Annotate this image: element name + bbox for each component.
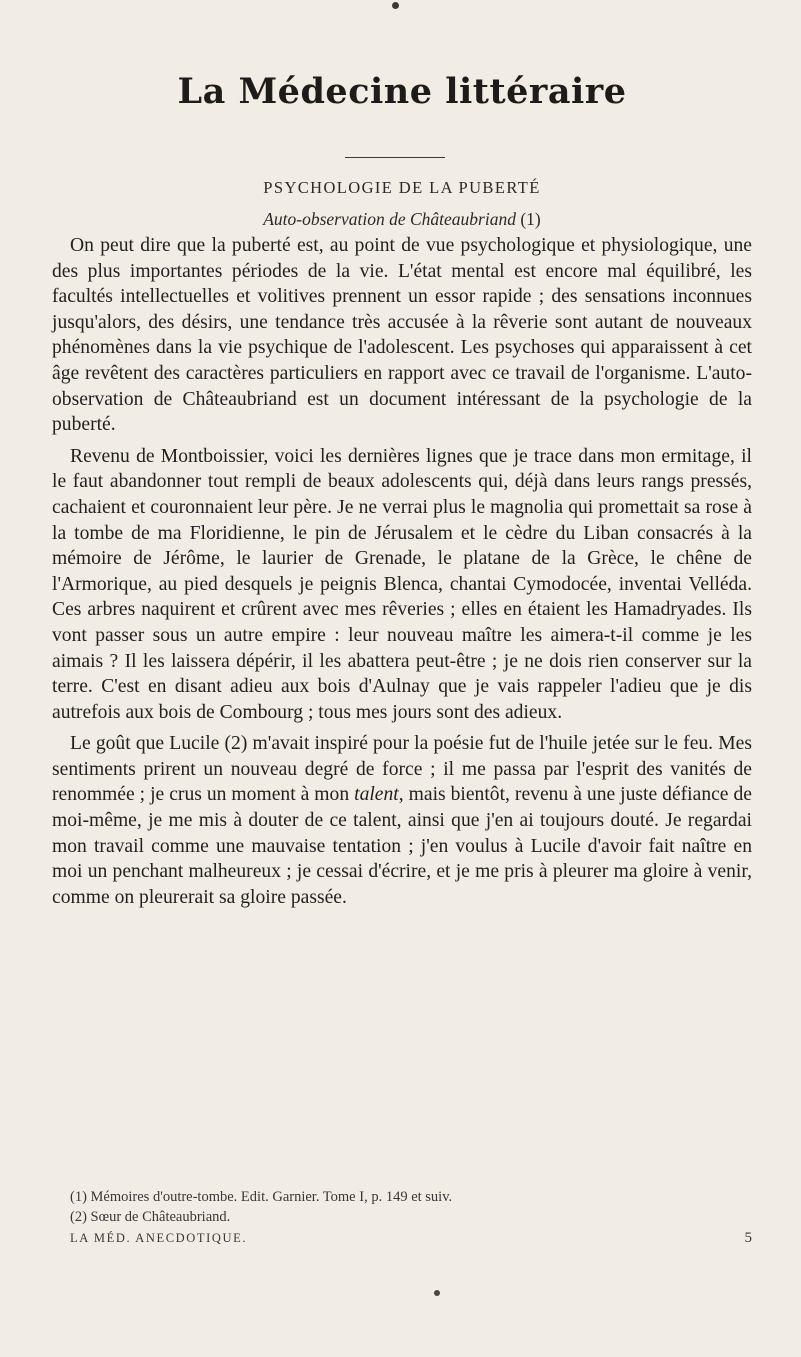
paragraph-3-middle: m'avait inspiré pour la poésie fut de l'huile jetée sur le feu. Mes sentiments prirent un nouveau degré de force ; il me passa par l'esprit des vanités de renommée ; je crus un moment à mon	[52, 733, 752, 806]
paragraph-1: On peut dire que la puberté est, au point de vue psychologique et physiologique, une des plus importantes périodes de la vie. L'état mental est encore mal équilibré, les facultés intellectuelles et volitives prennent un essor rapide ; des sensations inconnues jusqu'alors, des désirs, une tendance très accusée à la rêverie sont autant de nouveaux phénomènes dans la vie psychique de l'adolescent. Les psychoses qui apparaissent à cet âge revêtent des caractères particuliers en rapport avec ce travail de l'organisme. L'auto-observation de Châteaubriand est un document intéressant de la psychologie de la puberté.	[52, 235, 752, 436]
subtitle-text: Auto-observation de Châteaubriand	[263, 209, 516, 229]
paragraph-3-footnote-ref: (2)	[224, 733, 248, 755]
paragraph-3-end: , mais bientôt, revenu à une juste défiance de moi-même, je me mis à douter de ce talent, ainsi que j'en ai toujours douté. Je regardai mon travail comme une mauvaise tentation ; j'en voulus à Lucile d'avoir fait naître en moi un penchant malheureux ; je cessai d'écrire, et je me pris à pleurer ma gloire à venir, comme on pleurerait sa gloire passée.	[52, 784, 752, 908]
footnote-2: (2) Sœur de Châteaubriand.	[70, 1209, 231, 1225]
footnotes	[52, 1187, 752, 1248]
paragraph-3	[52, 731, 752, 910]
page-heading: La Médecine littéraire	[177, 71, 627, 112]
paragraph-3-start: Le goût que Lucile	[70, 733, 225, 755]
footnote-1: (1) Mémoires d'outre-tombe. Edit. Garnier. Tome I, p. 149 et suiv.	[70, 1189, 453, 1205]
section-title: PSYCHOLOGIE DE LA PUBERTÉ	[263, 178, 541, 197]
running-title: LA MÉD. ANECDOTIQUE.	[70, 1231, 248, 1245]
page-number: 5	[744, 1230, 752, 1246]
article-body	[52, 233, 752, 910]
section-subtitle	[52, 206, 752, 232]
heading-divider	[345, 157, 445, 158]
paragraph-3-emphasis: talent	[354, 784, 399, 806]
ink-dot	[392, 2, 399, 9]
paragraph-2: Revenu de Montboissier, voici les dernières lignes que je trace dans mon ermitage, il le faut abandonner tout rempli de beaux adolescents qui, déjà dans leurs rangs pressés, cachaient et couronnaient leur père. Je ne verrai plus le magnolia qui promettait sa rose à la tombe de ma Floridienne, le pin de Jérusalem et le cèdre du Liban consacrés à la mémoire de Jérôme, le laurier de Grenade, le platane de la Grèce, le chêne de l'Armorique, au pied desquels je peignis Blenca, chantai Cymodocée, inventai Velléda. Ces arbres naquirent et crûrent avec mes rêveries ; elles en étaient les Hamadryades. Ils vont passer sous un autre empire : leur nouveau maître les aimera-t-il comme je les aimais ? Il les laissera dépérir, il les abattera peut-être ; je ne dois rien conserver sur la terre. C'est en disant adieu aux bois d'Aulnay que je vais rappeler l'adieu que je dis autrefois aux bois de Combourg ; tous mes jours sont des adieux.	[52, 445, 752, 723]
page-footer	[52, 1228, 752, 1248]
ink-dot	[434, 1290, 440, 1296]
subtitle-footnote-ref: (1)	[520, 209, 541, 229]
